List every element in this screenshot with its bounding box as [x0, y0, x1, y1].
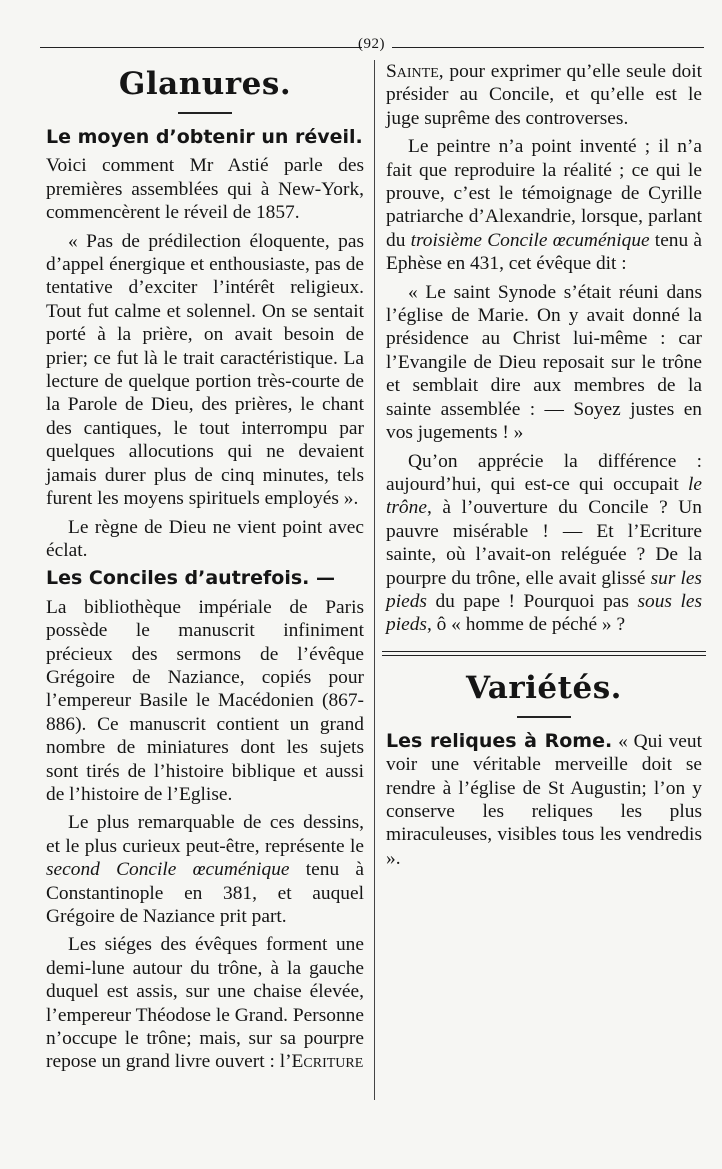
- left-column: [46, 60, 364, 1079]
- column-divider: [374, 60, 375, 1100]
- header-rule-right: [392, 47, 704, 48]
- glanures-title: Glanures.: [118, 66, 292, 102]
- reveil-paragraph-1: Voici comment Mr Astié parle des premières assemblées qui à New-York, commencèrent le réveil de 1857.: [46, 155, 364, 224]
- section-double-rule: [382, 651, 706, 656]
- conciles-paragraph-4: Le peintre n’a point inventé ; il n’a fait que reproduire la réalité ; ce qui le prouve, c’est le témoignage de Cyrille patriarche d’Alexandrie, lorsque, parlant du troisième Concile œcuménique tenu à Ephèse en 431, cet évêque dit :: [386, 136, 702, 275]
- conciles-paragraph-6: Qu’on apprécie la différence : aujourd’hui, qui est-ce qui occupait le trône, à l’ouverture du Concile ? Un pauvre misérable ! — Et l’Ecriture sainte, où l’avait-on reléguée ? De la pourpre du trône, elle avait glissé sur les pieds du pape ! Pourquoi pas sous les pieds, ô « homme de péché » ?: [386, 450, 702, 636]
- varietes-title-rule: [517, 716, 571, 718]
- page-number: (92): [358, 36, 385, 52]
- conciles-paragraph-5: « Le saint Synode s’était réuni dans l’église de Marie. On y avait donné la présidence au Christ lui-même : car l’Evangile de Dieu reposait sur le trône et semblait dire aux membres de la sainte assemblée : — Soyez justes en vos jugements ! »: [386, 281, 702, 444]
- conciles-paragraph-1: La bibliothèque impériale de Paris possède le manuscrit infiniment précieux des sermons de l’évêque Grégoire de Naziance, copiés pour l’empereur Basile le Macédonien (867-886). Ce manuscrit contient un grand nombre de miniatures dont les sujets sont tirés de l’histoire biblique et aussi de l’histoire de l’Eglise.: [46, 596, 364, 805]
- reliques-paragraph: Les reliques à Rome. « Qui veut voir une véritable merveille doit se rendre à l’église de St Augustin; l’on y conserve les reliques les plus miraculeuses, visibles tous les vendredis ».: [386, 729, 702, 869]
- conciles-paragraph-3: Les siéges des évêques forment une demi-lune autour du trône, à la gauche duquel est assis, sur une chaise élevée, l’empereur Théodose le Grand. Personne n’occupe le trône; mais, sur sa pourpre repose un grand livre ouvert : l’Ecriture: [46, 934, 364, 1073]
- reveil-paragraph-2: « Pas de prédilection éloquente, pas d’appel énergique et enthousiaste, pas de tentative d’exciter l’intérêt religieux. Tout fut calme et solennel. On se sentait porté à la prière, on avait besoin de prier; ce fut là le trait caractéristique. La lecture de quelque portion très-courte de la Parole de Dieu, des prières, le chant des cantiques, le tout interrompu par quelques allocutions qui ne devaient jamais durer plus de cinq minutes, tels furent les moyens spirituels employés ».: [46, 230, 364, 510]
- varietes-title: Variétés.: [466, 669, 622, 706]
- conciles-paragraph-2: Le plus remarquable de ces dessins, et le plus curieux peut-être, représente le second Concile œcuménique tenu à Constantinople en 381, et auquel Grégoire de Naziance prit part.: [46, 812, 364, 927]
- reliques-heading: Les reliques à Rome.: [386, 729, 613, 752]
- title-rule: [178, 112, 232, 114]
- conciles-paragraph-3-continued: Sainte, pour exprimer qu’elle seule doit présider au Concile, et qu’elle est le juge suprême des controverses.: [386, 61, 702, 129]
- reveil-paragraph-3: Le règne de Dieu ne vient point avec éclat.: [46, 516, 364, 561]
- right-column: [386, 60, 702, 875]
- reveil-heading: Le moyen d’obtenir un réveil.: [46, 126, 363, 148]
- conciles-heading: Les Conciles d’autrefois. —: [46, 567, 336, 590]
- header-rule-left: [40, 47, 362, 48]
